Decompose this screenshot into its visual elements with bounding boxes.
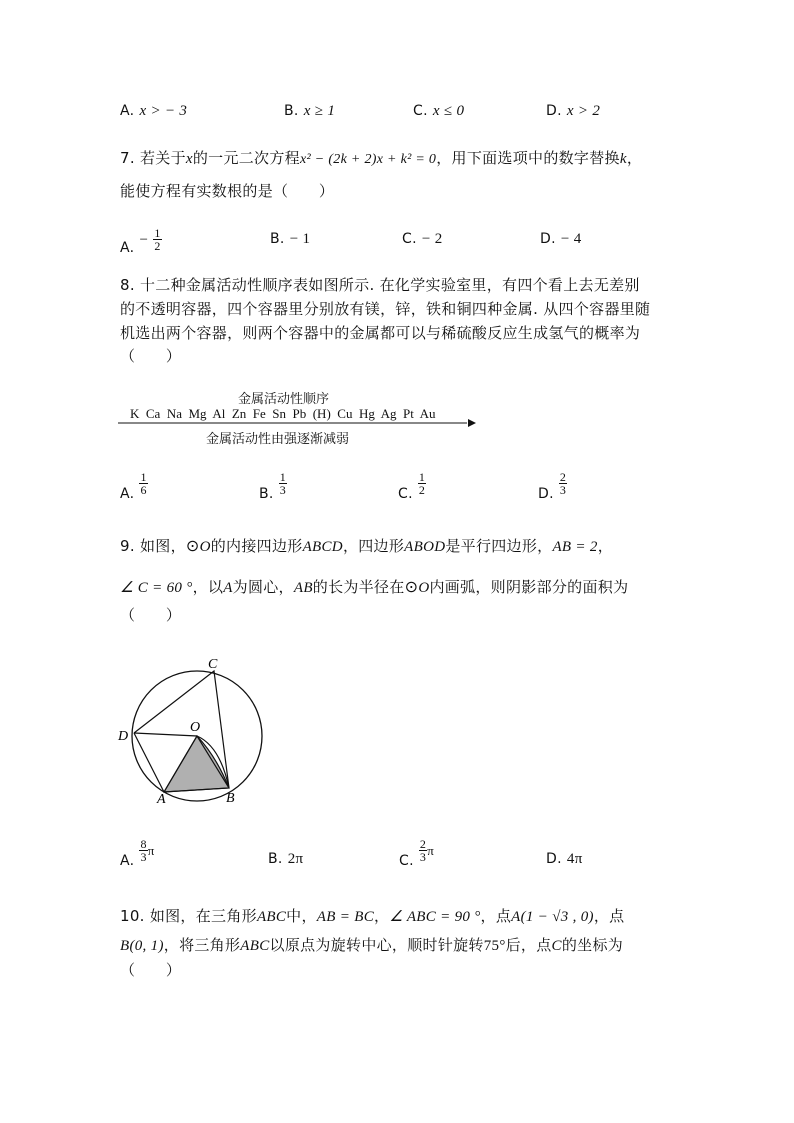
- q9-text: 的内接四边形: [210, 537, 303, 555]
- q9-line-2: [120, 577, 628, 598]
- option-fraction: [153, 227, 161, 252]
- q9-var: ABCD: [302, 539, 343, 555]
- q9-var: O: [418, 580, 430, 596]
- option-value: − 4: [560, 231, 582, 247]
- q10-point-a: A(1 − √3 , 0): [511, 909, 594, 925]
- q10-text: ，点: [480, 907, 512, 925]
- q7-text: ，用下面选项中的数字替换: [436, 149, 620, 167]
- q9-var: O: [199, 539, 211, 555]
- option-fraction: [279, 471, 287, 496]
- fraction-denominator: 6: [140, 483, 147, 497]
- q10-var: ∠ ABC = 90 °: [389, 909, 481, 925]
- metal-activity-diagram: [118, 384, 478, 446]
- fraction-numerator: 1: [154, 226, 161, 240]
- q9-var: ABOD: [404, 539, 446, 555]
- option-letter: D.: [538, 486, 554, 502]
- option-value: x ≥ 1: [303, 103, 336, 119]
- q8-option-d: [538, 470, 567, 502]
- q9-text: ，四边形: [342, 537, 405, 555]
- q6-option-a: [120, 100, 187, 121]
- q7-line-2: 能使方程有实数根的是（ ）: [120, 182, 335, 200]
- option-value: 2π: [287, 851, 304, 867]
- q10-line-2: [120, 935, 623, 956]
- option-value: x ≤ 0: [432, 103, 465, 119]
- fraction-denominator: 3: [419, 850, 427, 864]
- q9-var: A: [223, 580, 233, 596]
- q9-text: 是平行四边形，: [445, 537, 553, 555]
- q6-option-d: [546, 100, 600, 121]
- label-d: D: [118, 729, 129, 744]
- fraction-numerator: 1: [418, 470, 426, 484]
- q10-line-3: （ ）: [120, 961, 182, 979]
- q8-option-c: [398, 470, 426, 502]
- q10-var: ABC: [256, 909, 287, 925]
- option-value: x > − 3: [139, 103, 188, 119]
- fraction-numerator: 1: [279, 470, 287, 484]
- q7-text: 的一元二次方程: [192, 149, 300, 167]
- q10-var: AB = BC: [316, 909, 374, 925]
- q9-text: 为圆心，: [232, 578, 294, 596]
- pi-symbol: π: [427, 843, 435, 858]
- q8-line-4: （ ）: [120, 347, 182, 365]
- fraction-denominator: 2: [154, 239, 161, 253]
- q10-var: C: [551, 938, 562, 954]
- q7-var-k: k: [619, 151, 627, 167]
- fraction-numerator: 2: [419, 837, 427, 851]
- option-letter: B.: [268, 851, 283, 867]
- q10-line-1: [120, 906, 624, 927]
- option-letter: D.: [540, 231, 556, 247]
- q8-option-b: [259, 470, 287, 502]
- option-letter: D.: [546, 851, 562, 867]
- fraction-numerator: 2: [559, 470, 567, 484]
- q9-line-3: （ ）: [120, 606, 182, 624]
- option-letter: C.: [398, 486, 413, 502]
- q9-text: ，以: [192, 578, 224, 596]
- q9-option-c: [399, 837, 435, 869]
- q7-line-1: [120, 148, 642, 170]
- option-letter: B.: [270, 231, 285, 247]
- q8-line-1: 8. 十二种金属活动性顺序表如图所示. 在化学实验室里，有四个看上去无差别: [120, 276, 640, 294]
- circle-o-symbol: ⊙: [185, 536, 200, 555]
- option-letter: A.: [120, 853, 135, 869]
- option-fraction: [139, 838, 147, 863]
- fraction-denominator: 3: [559, 483, 567, 497]
- fraction-numerator: 8: [140, 837, 147, 851]
- q9-figure: [112, 650, 282, 810]
- q7-option-b: [270, 228, 310, 249]
- q9-var: AB: [293, 580, 313, 596]
- option-value: − 1: [289, 231, 311, 247]
- label-c: C: [208, 657, 218, 672]
- fraction-denominator: 3: [279, 483, 287, 497]
- q7-var-x: x: [185, 151, 193, 167]
- fraction-numerator: 1: [140, 470, 147, 484]
- q10-degree: 75°: [483, 938, 506, 954]
- q10-text: ，将三角形: [163, 936, 241, 954]
- label-o: O: [190, 720, 201, 735]
- q9-text: 9. 如图，: [120, 537, 186, 555]
- pi-symbol: π: [147, 843, 155, 858]
- q7-option-a: [120, 226, 162, 256]
- option-fraction: [419, 838, 427, 863]
- diagram-caption: 金属活动性由强逐渐减弱: [206, 432, 350, 447]
- q10-text: 10. 如图，在三角形: [120, 907, 257, 925]
- q8-option-a: [120, 470, 148, 502]
- q9-var: ∠ C = 60 °: [120, 580, 193, 596]
- q7-option-d: [540, 228, 582, 249]
- q6-option-c: [413, 100, 464, 121]
- q9-option-d: [546, 848, 583, 869]
- q9-text: 的长为半径在: [312, 578, 405, 596]
- option-letter: B.: [284, 103, 299, 119]
- option-letter: A.: [120, 240, 135, 256]
- label-b: B: [226, 791, 235, 806]
- circle-o-symbol: ⊙: [404, 577, 419, 596]
- fraction-denominator: 3: [140, 850, 147, 864]
- option-fraction: [559, 471, 567, 496]
- option-fraction: [139, 471, 147, 496]
- option-letter: C.: [413, 103, 428, 119]
- q9-text: ，: [597, 537, 614, 555]
- fraction-denominator: 2: [418, 483, 426, 497]
- q9-var: AB = 2: [552, 539, 598, 555]
- q10-text: 以原点为旋转中心，顺时针旋转: [269, 936, 484, 954]
- option-letter: B.: [259, 486, 274, 502]
- q6-option-b: [284, 100, 335, 121]
- q8-line-3: 机选出两个容器，则两个容器中的金属都可以与稀硫酸反应生成氢气的概率为: [120, 324, 641, 342]
- option-letter: D.: [546, 103, 562, 119]
- option-letter: C.: [399, 853, 414, 869]
- option-letter: A.: [120, 103, 135, 119]
- q10-text: 后，点: [505, 936, 552, 954]
- option-sign: −: [139, 232, 149, 248]
- q9-text: 内画弧，则阴影部分的面积为: [429, 578, 629, 596]
- option-value: x > 2: [566, 103, 601, 119]
- q10-text: ，点: [593, 907, 625, 925]
- q10-text: 的坐标为: [561, 936, 624, 954]
- q9-option-b: [268, 848, 303, 869]
- q10-text: ，: [374, 907, 390, 925]
- option-value: − 2: [421, 231, 443, 247]
- shaded-region: [164, 736, 229, 792]
- q9-line-1: [120, 536, 613, 557]
- q10-text: 中，: [286, 907, 317, 925]
- option-letter: A.: [120, 486, 135, 502]
- metal-sequence: K Ca Na Mg Al Zn Fe Sn Pb (H) Cu Hg Ag Pt Au: [130, 406, 436, 421]
- q10-var: ABC: [240, 938, 270, 954]
- option-fraction: [418, 471, 426, 496]
- q10-point-b: B(0, 1): [120, 938, 164, 954]
- option-value: 4π: [566, 851, 583, 867]
- q7-equation: x² − (2k + 2)x + k² = 0: [299, 152, 437, 167]
- q7-text: 7. 若关于: [120, 149, 186, 167]
- q7-option-c: [402, 228, 443, 249]
- q7-text: ，: [626, 149, 643, 167]
- label-a: A: [157, 792, 166, 807]
- q8-line-2: 的不透明容器，四个容器里分别放有镁，锌，铁和铜四种金属. 从四个容器里随: [120, 300, 651, 318]
- diagram-title: 金属活动性顺序: [238, 392, 330, 407]
- option-letter: C.: [402, 231, 417, 247]
- q9-option-a: [120, 837, 155, 869]
